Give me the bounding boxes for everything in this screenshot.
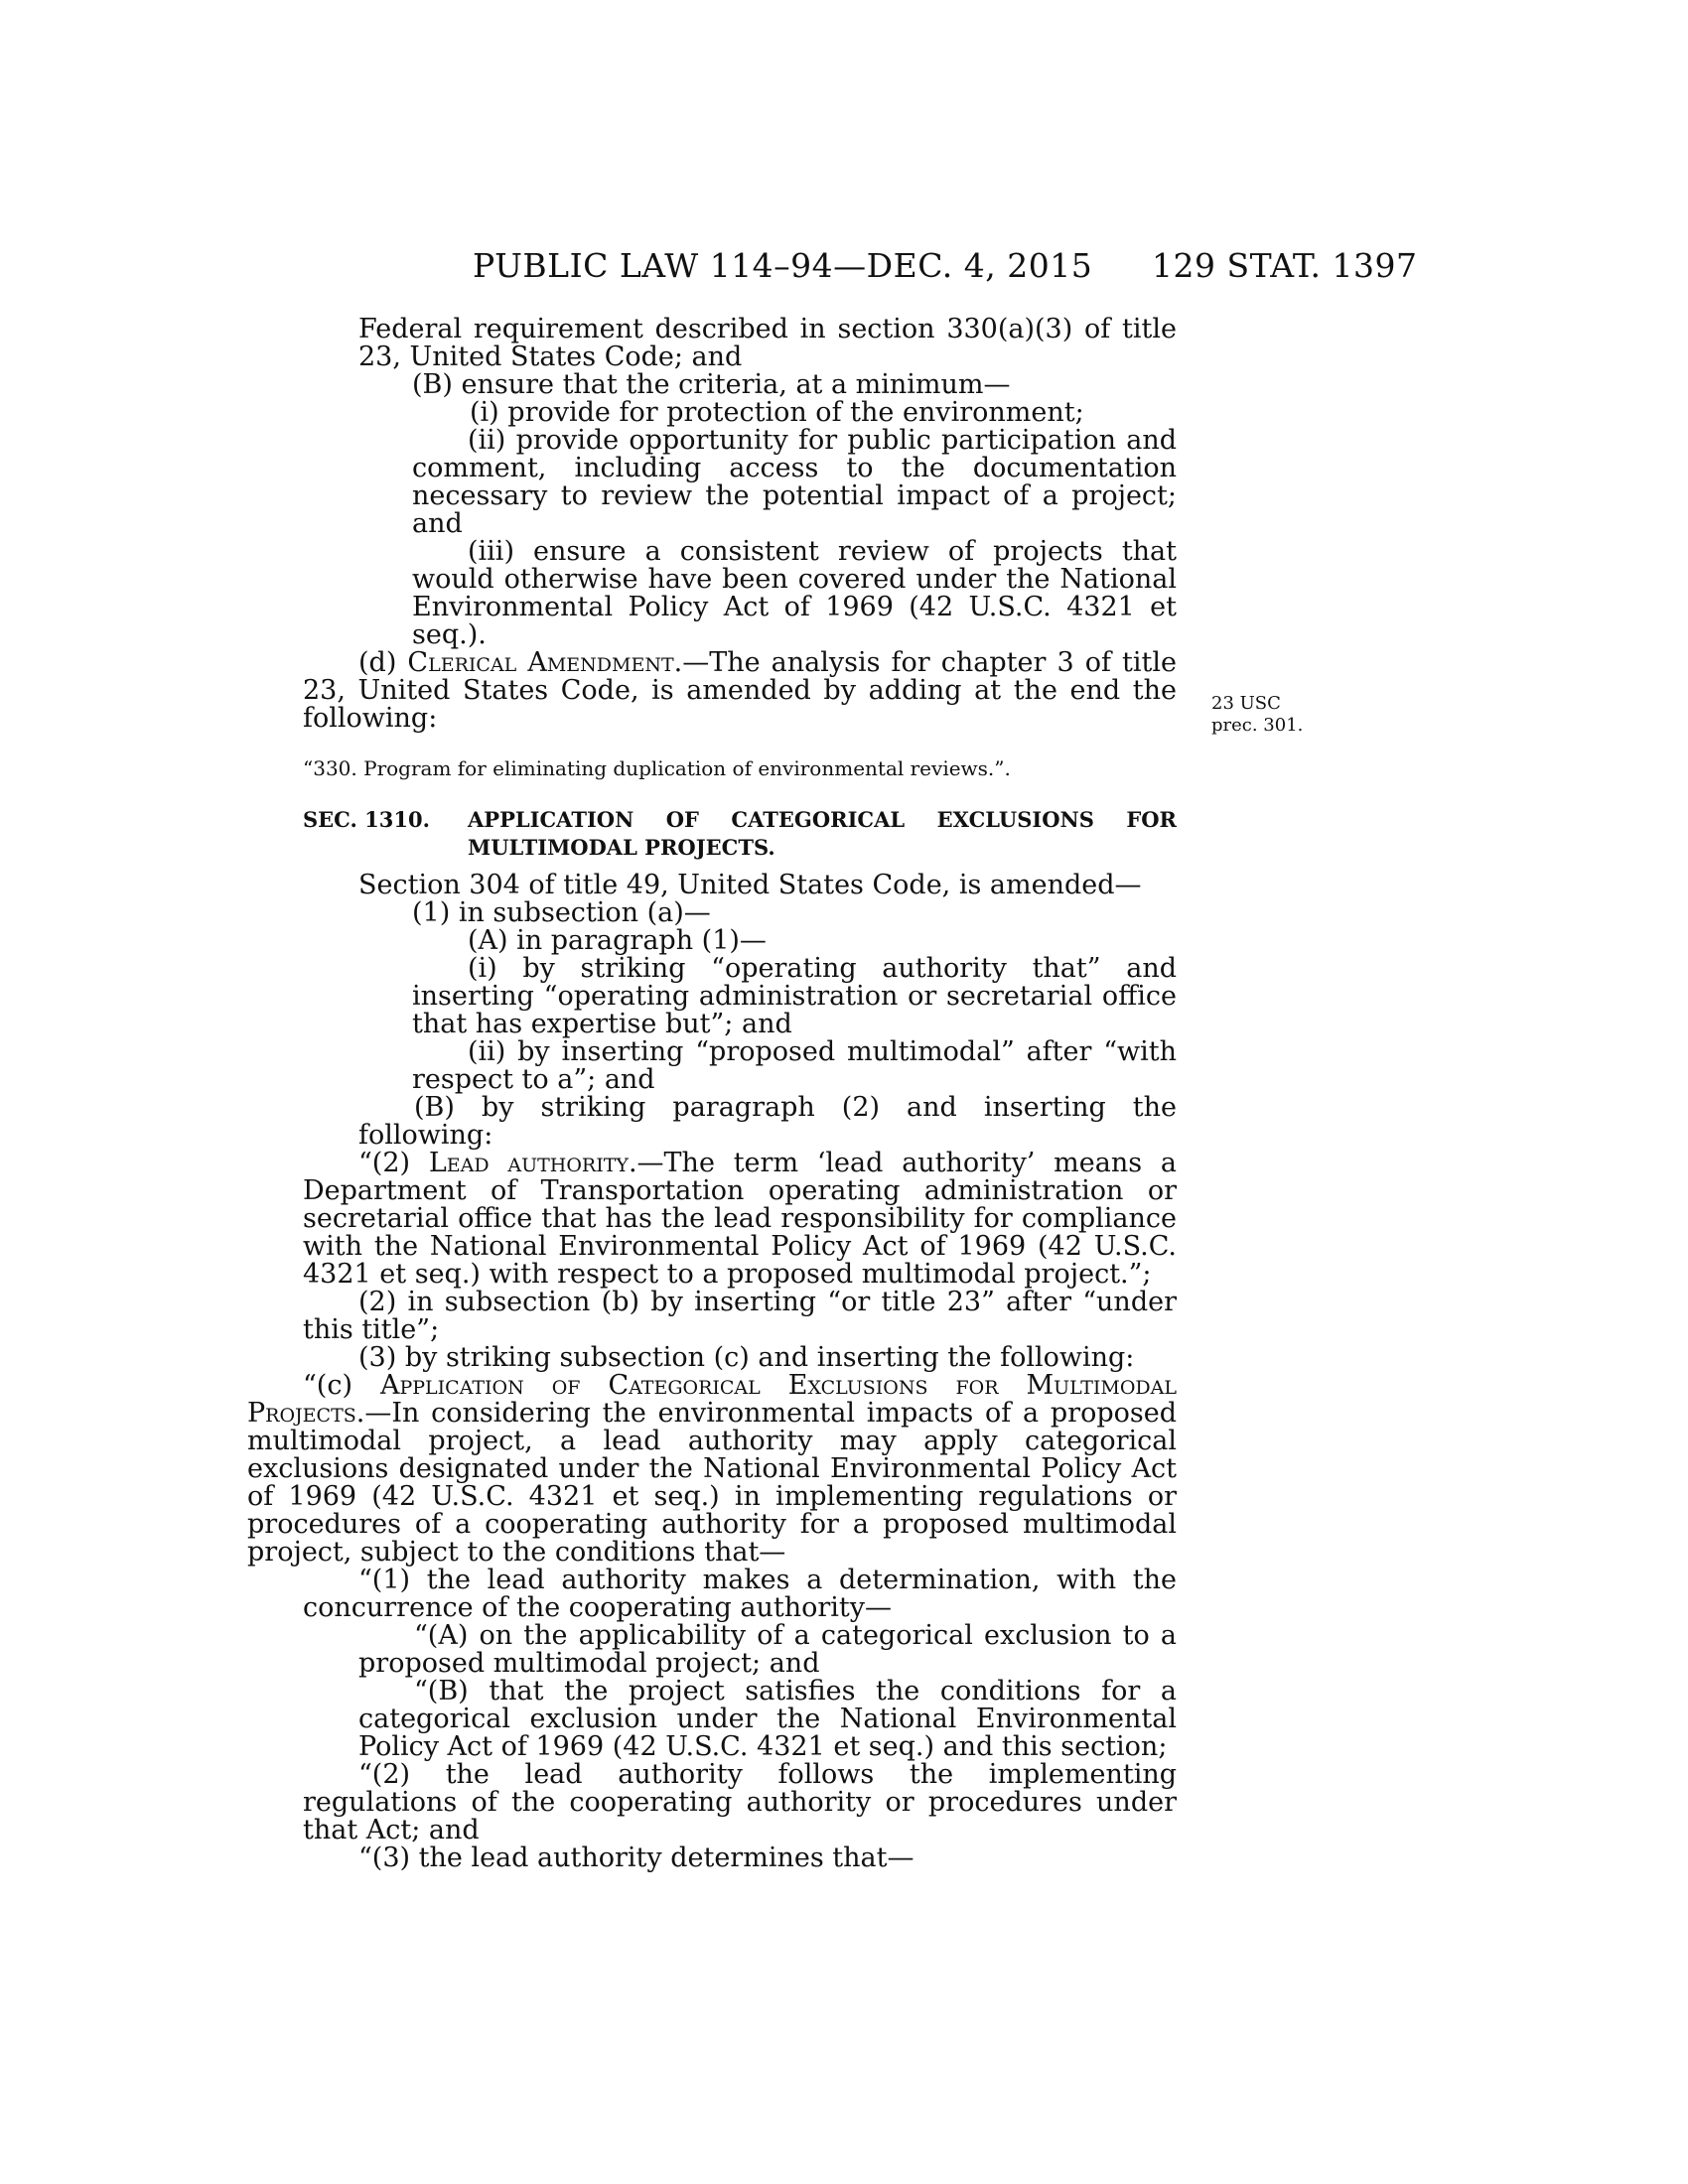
margin-note-line: 23 USC: [1211, 693, 1281, 714]
definition-label: “(2): [358, 1148, 429, 1178]
margin-note-line: prec. 301.: [1211, 715, 1304, 736]
condition-1: “(1) the lead authority makes a determination, with the concurrence of the cooperating authority—: [303, 1565, 1177, 1623]
item-A: (A) in paragraph (1)—: [468, 925, 767, 956]
clause-i: (i) provide for protection of the environment;: [470, 397, 1084, 428]
item-ii: (ii) by inserting “proposed multimodal” after “with respect to a”; and: [412, 1036, 1177, 1095]
item-B: (B) by striking paragraph (2) and inserting the following:: [358, 1092, 1177, 1151]
section-title: APPLICATION OF CATEGORICAL EXCLUSIONS FOR MULTIMODAL PROJECTS.: [468, 807, 1177, 860]
subsection-c: [247, 1372, 1177, 1567]
body-text: [303, 316, 1177, 733]
lead-authority-definition: [303, 1150, 1177, 1289]
section-heading-block: [303, 806, 1177, 862]
subsection-c-heading: Application of Categorical Exclusions for Multimodal Projects: [247, 1370, 1177, 1429]
section-heading: [303, 806, 1177, 862]
subsection-d: [303, 649, 1177, 733]
statute-citation: 129 STAT. 1397: [1152, 246, 1418, 285]
clause-iii: (iii) ensure a consistent review of projects that would otherwise have been covered under the National Environmental Policy Act of 1969 (42 U.S.C. 4321 et seq.).: [412, 536, 1177, 650]
section-body: [247, 870, 1177, 1873]
table-entry-block: [303, 754, 1177, 782]
definition-text: .—The term ‘lead authority’ means a Department of Transportation operating administration or secretarial office that has the lead responsibility for compliance with the National Environmental Policy Act of 1969 (42 U.S.C. 4321 et seq.) with respect to a proposed multimodal project.”;: [303, 1148, 1177, 1290]
definition-heading: Lead authority: [428, 1148, 629, 1178]
item-i: (i) by striking “operating authority that” and inserting “operating administration or secretarial office that has expertise but”; and: [412, 953, 1177, 1039]
running-head: PUBLIC LAW 114–94—DEC. 4, 2015: [473, 246, 1093, 285]
margin-note: [1211, 693, 1303, 737]
subsection-c-label: “(c): [303, 1370, 380, 1401]
subsection-d-heading: Clerical Amendment: [407, 647, 674, 678]
condition-1A: “(A) on the applicability of a categorical exclusion to a proposed multimodal project; and: [358, 1620, 1177, 1679]
condition-3: “(3) the lead authority determines that—: [358, 1843, 914, 1873]
table-of-sections-entry: “330. Program for eliminating duplication of environmental reviews.”.: [303, 756, 1011, 780]
condition-2: “(2) the lead authority follows the implementing regulations of the cooperating authority or procedures under that Act; and: [303, 1759, 1177, 1845]
paragraph-continuation: Federal requirement described in section 330(a)(3) of title 23, United States Code; and: [358, 314, 1177, 372]
section-intro: Section 304 of title 49, United States Code, is amended—: [358, 870, 1142, 900]
subsection-d-label: (d): [358, 647, 408, 678]
clause-ii: (ii) provide opportunity for public participation and comment, including access to the documentation necessary to review the potential impact of a project; and: [412, 425, 1177, 539]
item-1: (1) in subsection (a)—: [412, 897, 711, 928]
condition-1B: “(B) that the project satisfies the conditions for a categorical exclusion under the National Environmental Policy Act of 1969 (42 U.S.C. 4321 et seq.) and this section;: [358, 1676, 1177, 1762]
item-3: (3) by striking subsection (c) and inserting the following:: [358, 1342, 1135, 1373]
subsection-c-text: .—In considering the environmental impacts of a proposed multimodal project, a lead authority may apply categorical exclusions designated under the National Environmental Policy Act of 1969 (42 U.S.C. 4321 et seq.) in implementing regulations or procedures of a cooperating authority for a proposed multimodal project, subject to the conditions that—: [247, 1398, 1177, 1568]
subsection-d-text: .—The analysis for chapter 3 of title 23, United States Code, is amended by adding at the end the following:: [303, 647, 1178, 734]
section-number: SEC. 1310.: [303, 807, 430, 832]
item-2: (2) in subsection (b) by inserting “or title 23” after “under this title”;: [303, 1287, 1177, 1345]
paragraph-B: (B) ensure that the criteria, at a minimum—: [412, 369, 1011, 400]
